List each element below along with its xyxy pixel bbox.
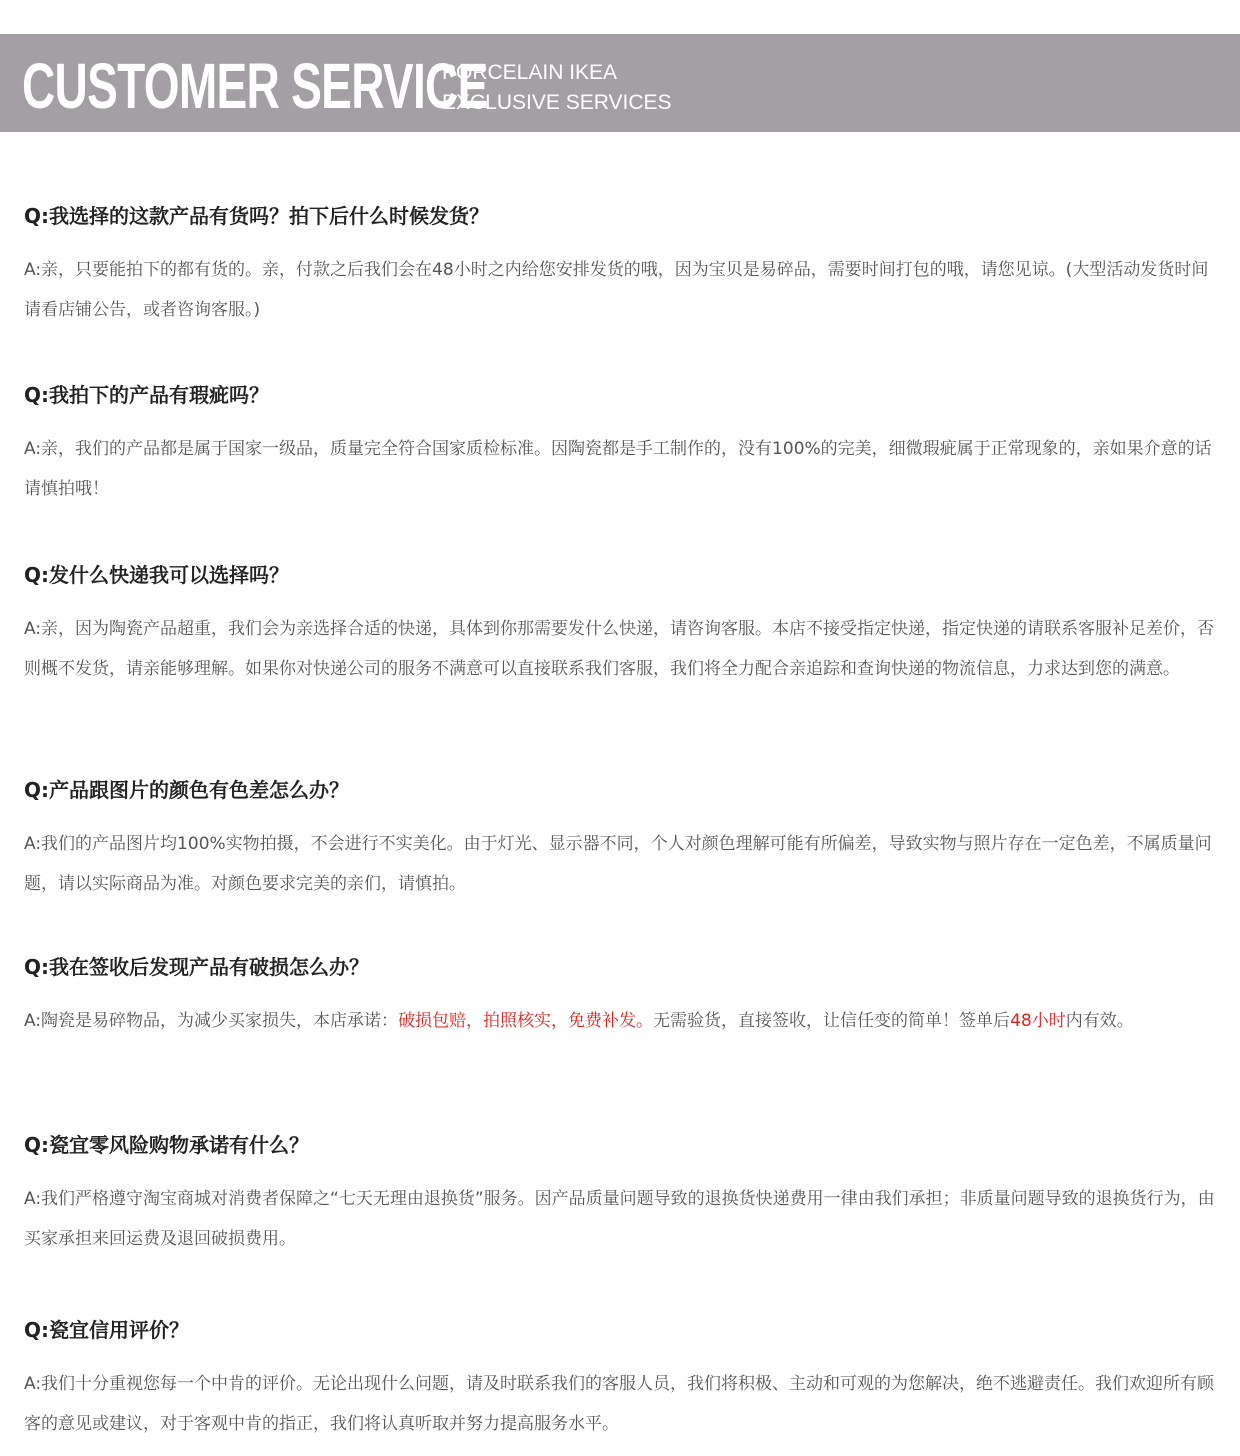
faq-question: Q:我选择的这款产品有货吗？拍下后什么时候发货？	[24, 204, 489, 228]
faq-item-2	[24, 381, 1220, 509]
promise-highlight: 破损包赔，拍照核实，免费补发。	[398, 1011, 654, 1031]
faq-question: Q:瓷宜信用评价？	[24, 1318, 189, 1342]
faq-question: Q:瓷宜零风险购物承诺有什么？	[24, 1133, 309, 1157]
faq-answer: A:亲，我们的产品都是属于国家一级品，质量完全符合国家质检标准。因陶瓷都是手工制作的，没有100%的完美，细微瑕疵属于正常现象的，亲如果介意的话请慎拍哦！	[24, 439, 1212, 499]
subtitle-line-1: PORCELAIN IKEA	[442, 61, 618, 84]
header-banner	[0, 34, 1240, 132]
faq-question: Q:发什么快递我可以选择吗？	[24, 563, 289, 587]
faq-question: Q:我拍下的产品有瑕疵吗？	[24, 383, 269, 407]
faq-item-1	[24, 202, 1220, 330]
faq-answer: A:我们的产品图片均100%实物拍摄，不会进行不实美化。由于灯光、显示器不同，个人对颜色理解可能有所偏差，导致实物与照片存在一定色差，不属质量问题，请以实际商品为准。对颜色要求完美的亲们，请慎拍。	[24, 834, 1212, 894]
page-title: CUSTOMER SERVICE	[22, 50, 488, 122]
faq-item-6	[24, 1131, 1220, 1259]
faq-answer: A:亲，只要能拍下的都有货的。亲，付款之后我们会在48小时之内给您安排发货的哦，因为宝贝是易碎品，需要时间打包的哦，请您见谅。(大型活动发货时间请看店铺公告，或者咨询客服。)	[24, 260, 1209, 320]
time-highlight: 48小时	[1010, 1011, 1066, 1031]
answer-text: 内有效。	[1065, 1011, 1134, 1031]
answer-text: A:陶瓷是易碎物品，为减少买家损失，本店承诺：	[24, 1011, 399, 1031]
faq-question: Q:产品跟图片的颜色有色差怎么办？	[24, 778, 349, 802]
faq-item-7	[24, 1316, 1220, 1444]
header-subtitle	[442, 58, 672, 118]
faq-item-3	[24, 561, 1220, 689]
faq-item-5	[24, 953, 1220, 1041]
faq-answer: A:亲，因为陶瓷产品超重，我们会为亲选择合适的快递，具体到你那需要发什么快递，请咨询客服。本店不接受指定快递，指定快递的请联系客服补足差价，否则概不发货，请亲能够理解。如果你对快递公司的服务不满意可以直接联系我们客服，我们将全力配合亲追踪和查询快递的物流信息，力求达到您的满意。	[24, 619, 1215, 679]
faq-answer: A:我们十分重视您每一个中肯的评价。无论出现什么问题，请及时联系我们的客服人员，我们将积极、主动和可观的为您解决，绝不逃避责任。我们欢迎所有顾客的意见或建议，对于客观中肯的指正，我们将认真听取并努力提高服务水平。	[24, 1374, 1215, 1434]
subtitle-line-2: EXCLUSIVE SERVICES	[442, 91, 672, 114]
faq-item-4	[24, 776, 1220, 904]
answer-text: 无需验货，直接签收，让信任变的简单！签单后	[653, 1011, 1011, 1031]
faq-question: Q:我在签收后发现产品有破损怎么办？	[24, 955, 369, 979]
faq-answer	[24, 1001, 1220, 1041]
faq-answer: A:我们严格遵守淘宝商城对消费者保障之“七天无理由退换货”服务。因产品质量问题导致的退换货快递费用一律由我们承担；非质量问题导致的退换货行为，由买家承担来回运费及退回破损费用。	[24, 1189, 1215, 1249]
